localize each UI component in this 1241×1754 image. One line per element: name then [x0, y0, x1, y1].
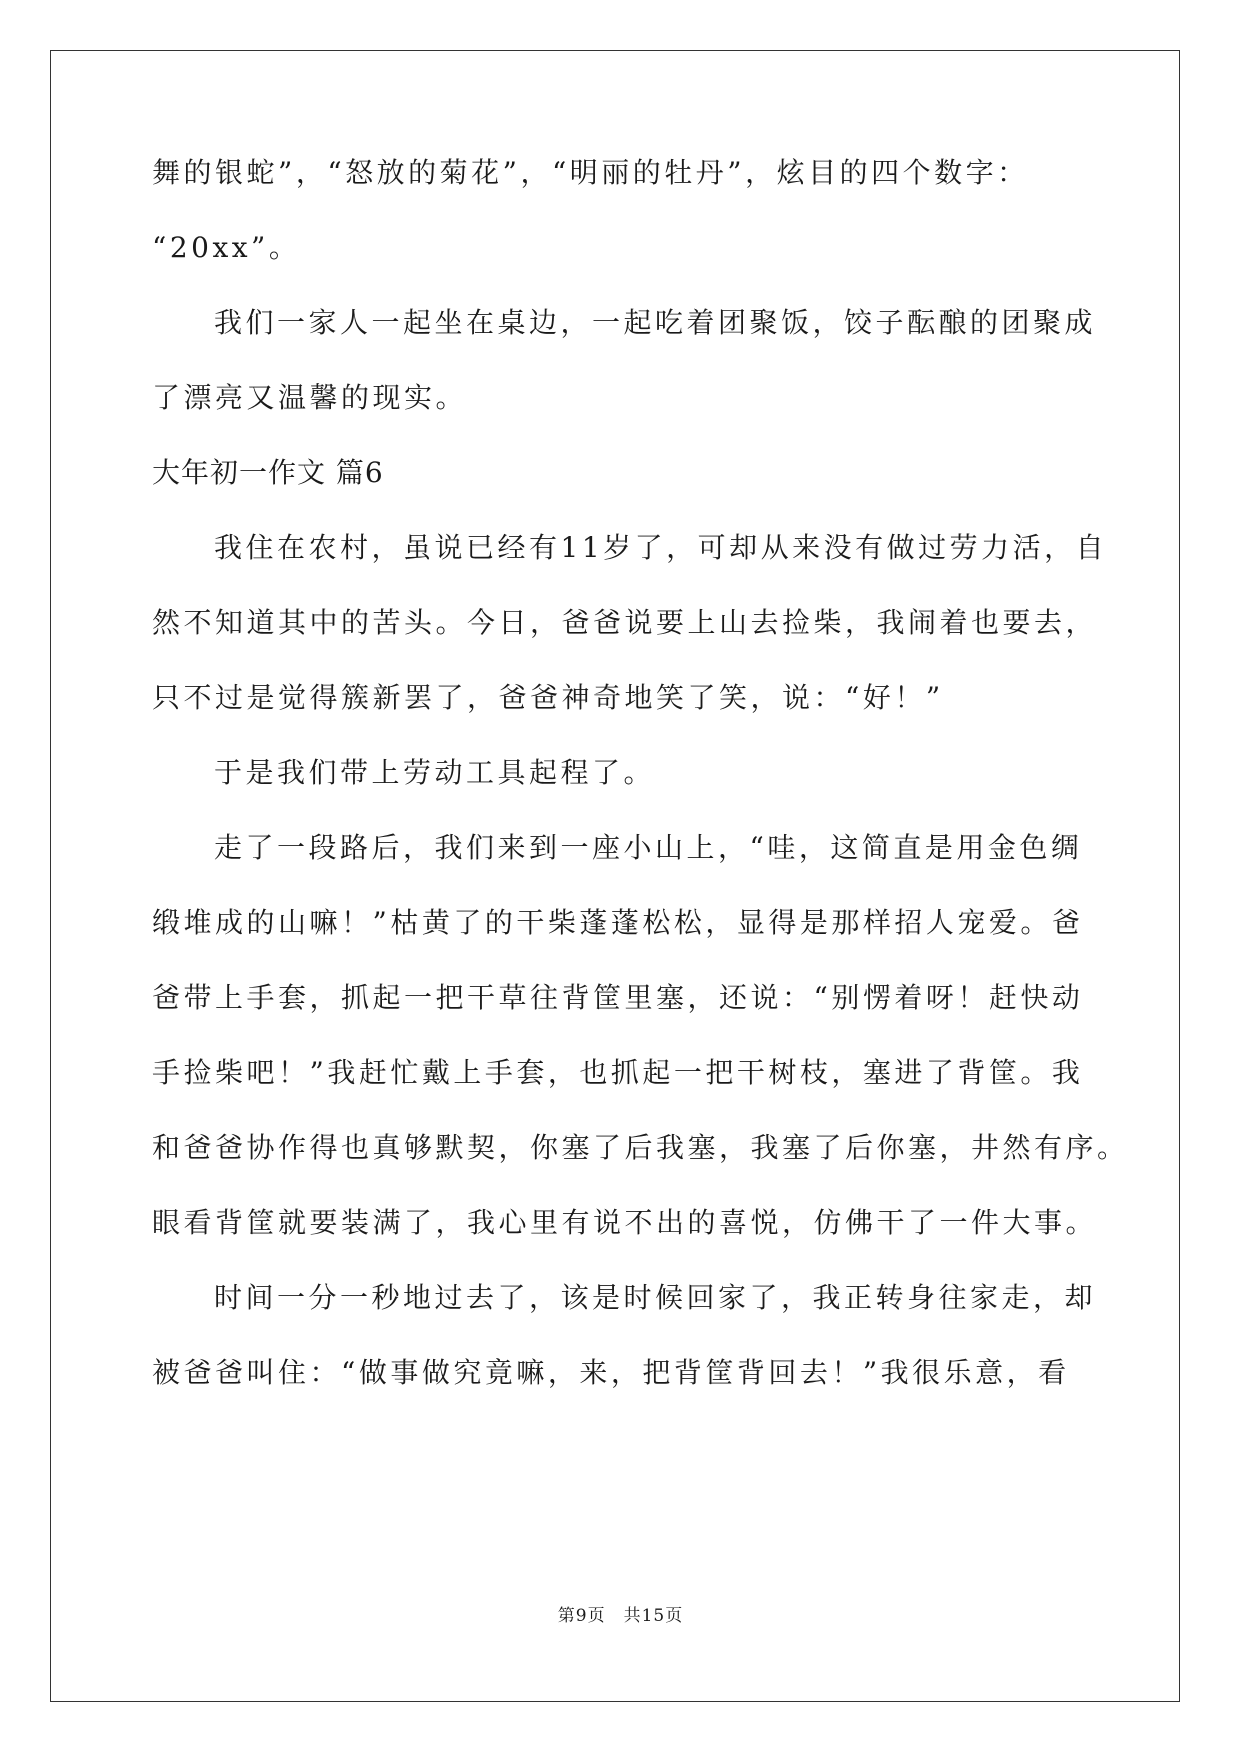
- text-line: 时间一分一秒地过去了，该是时候回家了，我正转身往家走，却: [214, 1281, 1097, 1314]
- text-line: 手捡柴吧！”我赶忙戴上手套，也抓起一把干树枝，塞进了背筐。我: [152, 1056, 1084, 1089]
- text-line: 走了一段路后，我们来到一座小山上，“哇，这简直是用金色绸: [214, 831, 1083, 864]
- page-frame: [50, 50, 1180, 1702]
- text-line: 然不知道其中的苦头。今日，爸爸说要上山去捡柴，我闹着也要去，: [152, 606, 1098, 639]
- text-line: 了漂亮又温馨的现实。: [152, 381, 468, 414]
- text-line: 和爸爸协作得也真够默契，你塞了后我塞，我塞了后你塞，井然有序。: [152, 1131, 1129, 1164]
- text-line: 只不过是觉得簇新罢了，爸爸神奇地笑了笑，说：“好！”: [152, 681, 944, 714]
- text-line: 被爸爸叫住：“做事做究竟嘛，来，把背筐背回去！”我很乐意，看: [152, 1356, 1070, 1389]
- text-line: 我们一家人一起坐在桌边，一起吃着团聚饭，饺子酝酿的团聚成: [214, 306, 1097, 339]
- text-line: “20xx”。: [152, 231, 301, 264]
- text-line: 眼看背筐就要装满了，我心里有说不出的喜悦，仿佛干了一件大事。: [152, 1206, 1098, 1239]
- section-heading: 大年初一作文 篇6: [152, 456, 384, 489]
- page-number-footer: 第9页 共15页: [557, 1606, 684, 1626]
- text-line: 缎堆成的山嘛！”枯黄了的干柴蓬蓬松松，显得是那样招人宠爱。爸: [152, 906, 1084, 939]
- text-line: 于是我们带上劳动工具起程了。: [214, 756, 656, 789]
- text-line: 舞的银蛇”，“怒放的菊花”，“明丽的牡丹”，炫目的四个数字：: [152, 156, 1029, 189]
- text-line: 爸带上手套，抓起一把干草往背筐里塞，还说：“别愣着呀！赶快动: [152, 981, 1084, 1014]
- text-line: 我住在农村，虽说已经有11岁了，可却从来没有做过劳力活，自: [214, 531, 1108, 564]
